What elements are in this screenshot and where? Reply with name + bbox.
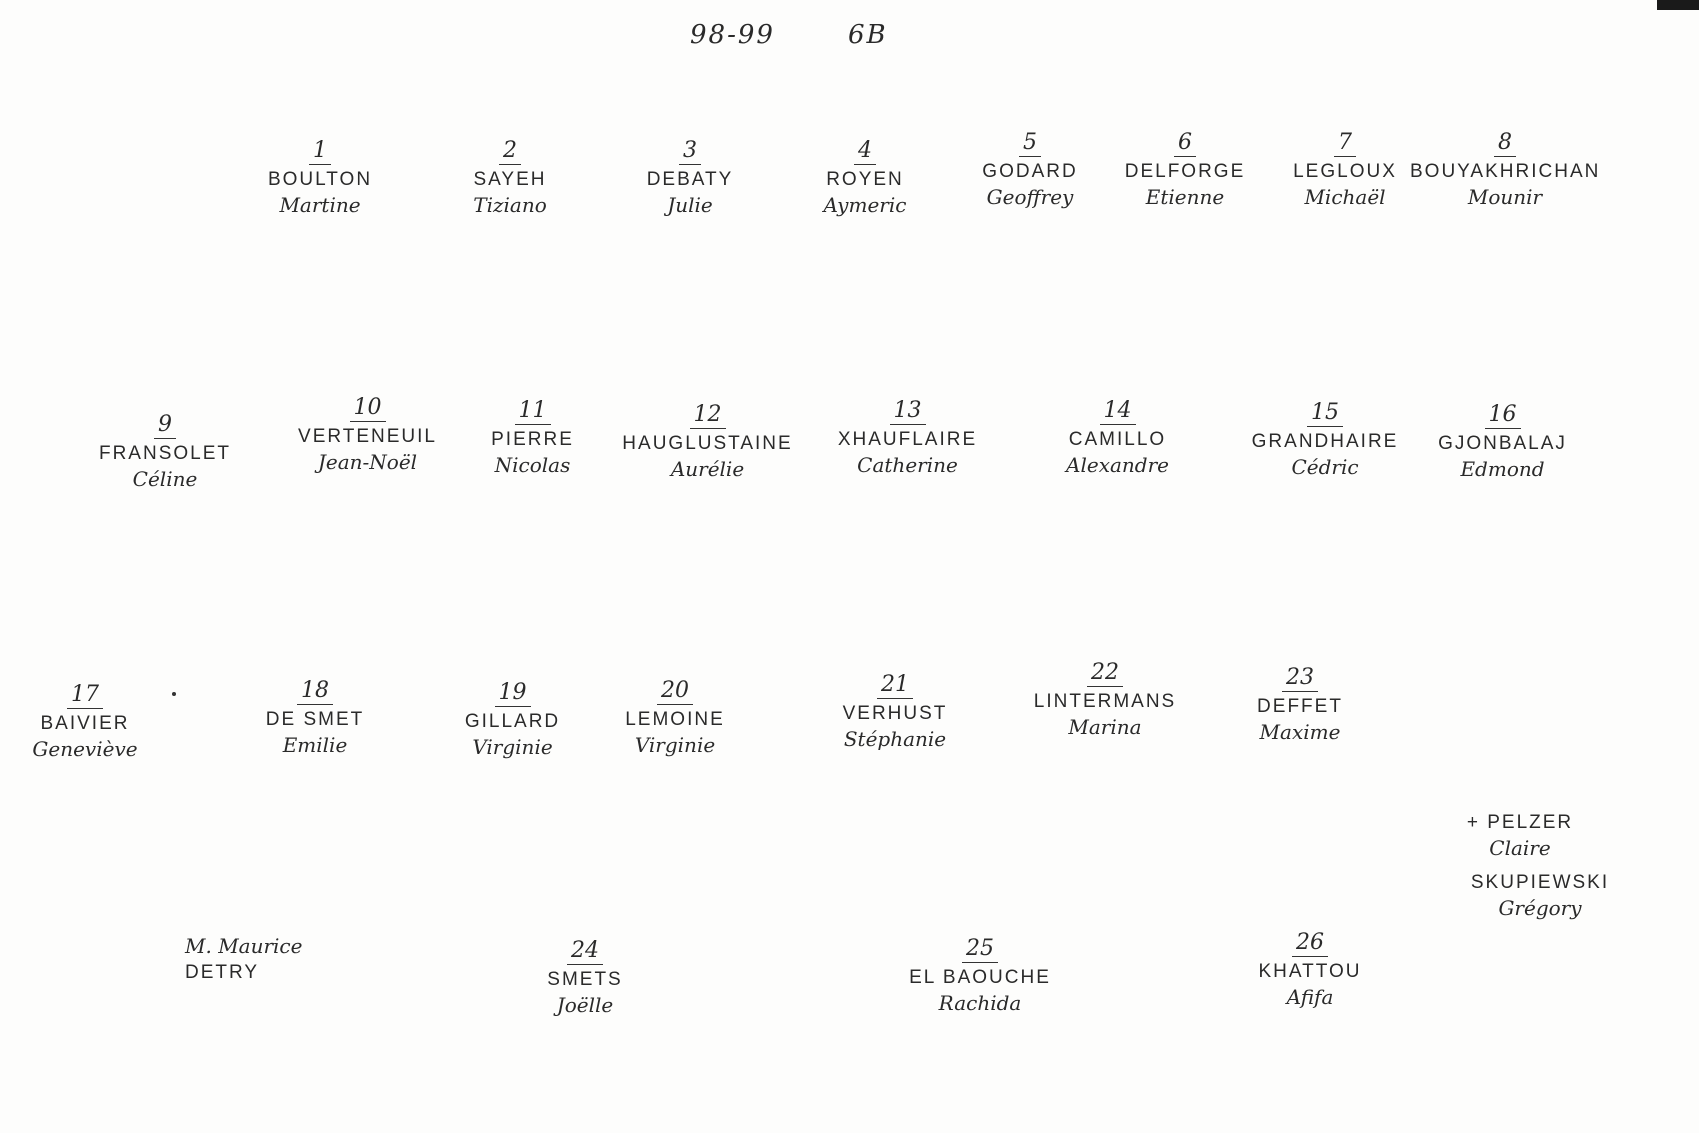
- seat-number: 5: [1019, 130, 1041, 157]
- seat-11: [470, 398, 595, 477]
- student-surname: FRANSOLET: [98, 443, 232, 464]
- student-first-name: Aurélie: [670, 457, 745, 481]
- teacher-surname: DETRY: [185, 962, 260, 983]
- student-surname: DEBATY: [646, 169, 734, 190]
- student-first-name: Cédric: [1291, 455, 1359, 479]
- student-first-name: Aymeric: [823, 193, 907, 217]
- seat-number: 8: [1494, 130, 1516, 157]
- student-first-name: Virginie: [472, 735, 553, 759]
- seat-20: [610, 678, 740, 757]
- student-surname: DE SMET: [265, 709, 365, 730]
- seat-number: 15: [1307, 400, 1343, 427]
- student-first-name: Virginie: [634, 733, 716, 757]
- student-surname: DEFFET: [1257, 696, 1343, 717]
- student-first-name: Rachida: [938, 991, 1022, 1015]
- seat-21: [815, 672, 975, 751]
- seat-number: 16: [1485, 402, 1521, 429]
- student-surname: LEGLOUX: [1293, 161, 1397, 182]
- student-first-name: Nicolas: [494, 453, 571, 477]
- student-surname: VERHUST: [842, 703, 948, 724]
- student-surname: DELFORGE: [1124, 161, 1246, 182]
- seat-number: 7: [1334, 130, 1356, 157]
- student-surname: SAYEH: [473, 169, 547, 190]
- student-first-name: Céline: [132, 467, 198, 491]
- student-surname: GRANDHAIRE: [1251, 431, 1399, 452]
- student-surname: PIERRE: [491, 429, 574, 450]
- seat-8: [1410, 130, 1600, 209]
- student-first-name: Geoffrey: [986, 185, 1074, 209]
- seat-6: [1110, 130, 1260, 209]
- seat-number: 11: [515, 398, 551, 425]
- student-first-name: Mounir: [1467, 185, 1543, 209]
- seat-number: 10: [350, 395, 386, 422]
- student-first-name: Geneviève: [32, 737, 138, 761]
- student-surname: BOULTON: [267, 169, 373, 190]
- seat-4: [790, 138, 940, 217]
- student-surname: XHAUFLAIRE: [837, 429, 978, 450]
- student-surname: EL BAOUCHE: [909, 967, 1051, 988]
- student-surname: GJONBALAJ: [1438, 433, 1567, 454]
- seat-number: 18: [297, 678, 333, 705]
- student-first-name: Emilie: [282, 733, 348, 757]
- extra-student-1: [1430, 810, 1610, 860]
- seat-number: 23: [1282, 665, 1318, 692]
- student-surname: BAIVIER: [40, 713, 130, 734]
- seat-2: [440, 138, 580, 217]
- student-first-name: Stéphanie: [843, 727, 947, 751]
- seat-number: 20: [657, 678, 693, 705]
- seat-18: [235, 678, 395, 757]
- seat-number: 6: [1174, 130, 1196, 157]
- seat-25: [895, 936, 1065, 1015]
- seat-26: [1245, 930, 1375, 1009]
- seat-1: [245, 138, 395, 217]
- seat-23: [1235, 665, 1365, 744]
- seat-19: [450, 680, 575, 759]
- seat-16: [1415, 402, 1590, 481]
- seat-number: 4: [854, 138, 876, 165]
- student-first-name: Michaël: [1304, 185, 1386, 209]
- seat-10: [285, 395, 450, 474]
- seat-number: 12: [690, 402, 726, 429]
- seat-number: 9: [154, 412, 176, 439]
- seat-22: [1015, 660, 1195, 739]
- student-first-name: Julie: [667, 193, 713, 217]
- extra-student-2: [1450, 870, 1630, 920]
- seat-14: [1030, 398, 1205, 477]
- seat-7: [1270, 130, 1420, 209]
- seat-number: 14: [1100, 398, 1136, 425]
- student-surname: SKUPIEWSKI: [1470, 872, 1610, 893]
- student-first-name: Edmond: [1460, 457, 1545, 481]
- seat-number: 3: [679, 138, 701, 165]
- seat-15: [1235, 400, 1415, 479]
- student-surname: BOUYAKHRICHAN: [1410, 161, 1601, 182]
- seat-number: 24: [567, 938, 603, 965]
- student-first-name: Catherine: [857, 453, 958, 477]
- student-surname: LINTERMANS: [1033, 691, 1177, 712]
- student-first-name: Etienne: [1145, 185, 1225, 209]
- school-year: 98-99: [690, 20, 775, 50]
- student-first-name: Jean-Noël: [317, 450, 418, 474]
- seat-number: 21: [877, 672, 913, 699]
- seat-12: [615, 402, 800, 481]
- student-surname: SMETS: [547, 969, 623, 990]
- seat-number: 25: [962, 936, 998, 963]
- seat-number: 2: [499, 138, 521, 165]
- seat-13: [820, 398, 995, 477]
- student-first-name: Grégory: [1498, 896, 1582, 920]
- student-first-name: Marina: [1068, 715, 1142, 739]
- teacher-first-name: M. Maurice: [185, 934, 303, 958]
- student-first-name: Tiziano: [473, 193, 547, 217]
- teacher: [185, 932, 302, 984]
- student-surname: VERTENEUIL: [298, 426, 437, 447]
- student-first-name: Alexandre: [1066, 453, 1169, 477]
- student-first-name: Afifa: [1286, 985, 1334, 1009]
- student-first-name: Martine: [279, 193, 361, 217]
- student-surname: + PELZER: [1466, 812, 1574, 833]
- seat-9: [90, 412, 240, 491]
- student-surname: LEMOINE: [625, 709, 725, 730]
- seat-number: 19: [495, 680, 531, 707]
- student-surname: HAUGLUSTAINE: [622, 433, 793, 454]
- seat-number: 26: [1292, 930, 1328, 957]
- student-first-name: Maxime: [1259, 720, 1341, 744]
- student-surname: CAMILLO: [1068, 429, 1167, 450]
- seat-number: 1: [309, 138, 331, 165]
- student-surname: GODARD: [982, 161, 1078, 182]
- class-label: 6B: [848, 20, 888, 50]
- seat-5: [955, 130, 1105, 209]
- seat-3: [620, 138, 760, 217]
- seat-17: [20, 682, 150, 761]
- student-first-name: Claire: [1489, 836, 1551, 860]
- seat-24: [500, 938, 670, 1017]
- seat-number: 22: [1087, 660, 1123, 687]
- student-surname: ROYEN: [826, 169, 904, 190]
- ink-dot: [172, 692, 176, 696]
- scan-edge-mark: [1657, 0, 1699, 10]
- seat-number: 13: [890, 398, 926, 425]
- student-first-name: Joëlle: [556, 993, 614, 1017]
- student-surname: KHATTOU: [1258, 961, 1362, 982]
- seat-number: 17: [67, 682, 103, 709]
- student-surname: GILLARD: [464, 711, 561, 732]
